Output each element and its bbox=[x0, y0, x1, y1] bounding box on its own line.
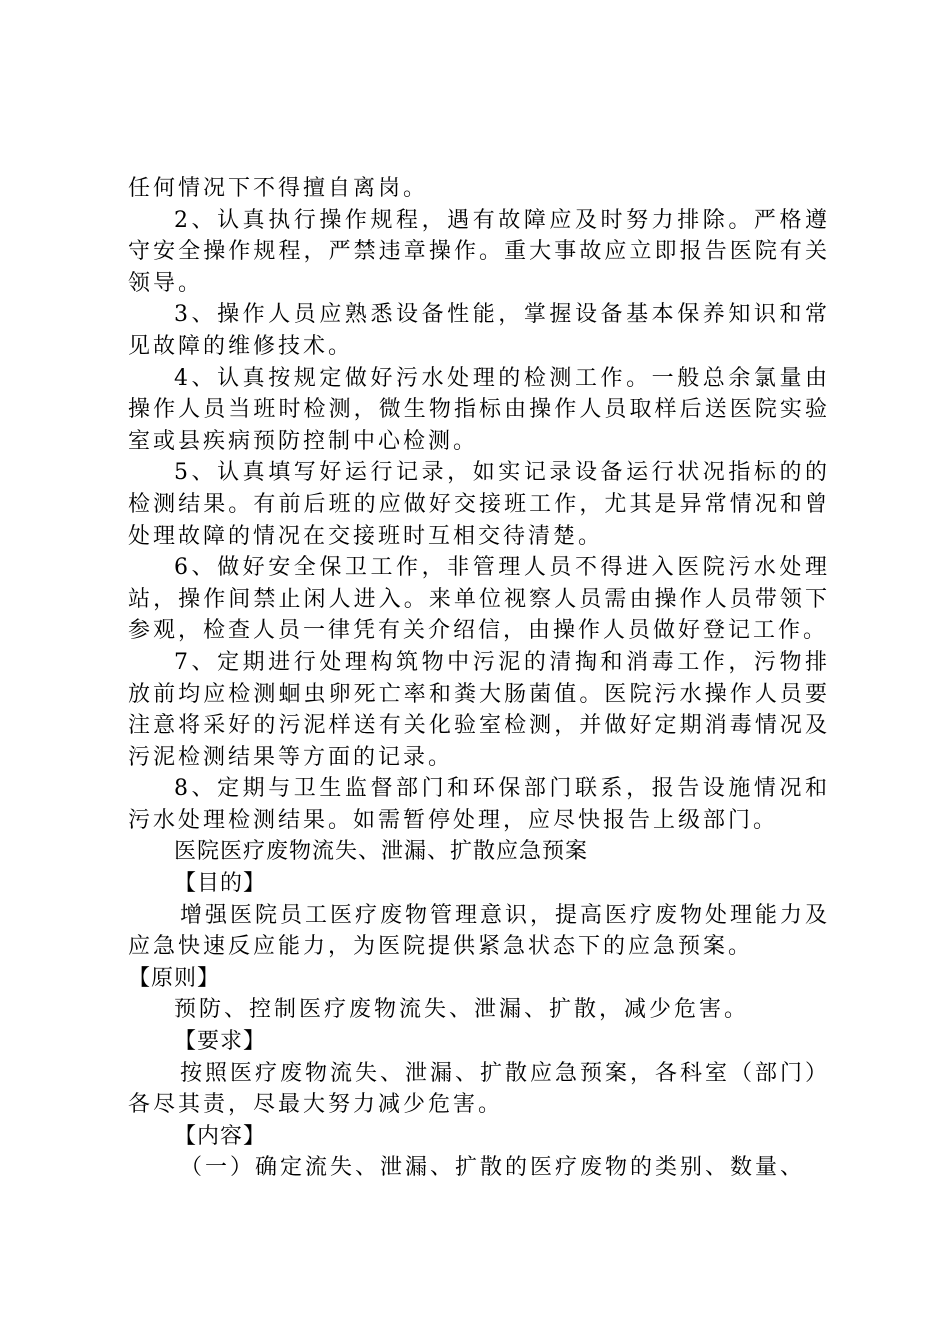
paragraph-requirement: 按照医疗废物流失、泄漏、扩散应急预案，各科室（部门）各尽其责，尽最大努力减少危害。 bbox=[128, 1060, 831, 1118]
heading-requirement: 【要求】 bbox=[174, 1029, 267, 1055]
paragraph-item-8: 8、定期与卫生监督部门和环保部门联系，报告设施情况和污水处理检测结果。如需暂停处理，应尽快报告上级部门。 bbox=[128, 776, 830, 833]
paragraph-principle: 预防、控制医疗废物流失、泄漏、扩散，减少危害。 bbox=[174, 997, 750, 1023]
paragraph-content-1: （一）确定流失、泄漏、扩散的医疗废物的类别、数量、 bbox=[180, 1155, 806, 1181]
heading-content: 【内容】 bbox=[174, 1123, 267, 1149]
paragraph-item-3: 3、操作人员应熟悉设备性能，掌握设备基本保养知识和常见故障的维修技术。 bbox=[128, 302, 830, 359]
paragraph-continuation: 任何情况下不得擅自离岗。 bbox=[128, 176, 429, 201]
document-body bbox=[128, 173, 830, 1184]
section-title: 医院医疗废物流失、泄漏、扩散应急预案 bbox=[174, 839, 589, 865]
paragraph-item-6: 6、做好安全保卫工作，非管理人员不得进入医院污水处理站，操作间禁止闲人进入。来单位视察人员需由操作人员带领下参观，检查人员一律凭有关介绍信，由操作人员做好登记工作。 bbox=[128, 555, 830, 644]
heading-principle: 【原则】 bbox=[128, 965, 221, 991]
paragraph-item-2: 2、认真执行操作规程，遇有故障应及时努力排除。严格遵守安全操作规程，严禁违章操作。重大事故应立即报告医院有关领导。 bbox=[128, 207, 830, 296]
heading-purpose: 【目的】 bbox=[174, 871, 267, 897]
paragraph-item-5: 5、认真填写好运行记录，如实记录设备运行状况指标的的检测结果。有前后班的应做好交接班工作，尤其是异常情况和曾处理故障的情况在交接班时互相交待清楚。 bbox=[128, 460, 830, 549]
paragraph-item-4: 4、认真按规定做好污水处理的检测工作。一般总余氯量由操作人员当班时检测，微生物指标由操作人员取样后送医院实验室或县疾病预防控制中心检测。 bbox=[128, 365, 830, 454]
paragraph-purpose: 增强医院员工医疗废物管理意识，提高医疗废物处理能力及应急快速反应能力，为医院提供紧急状态下的应急预案。 bbox=[128, 902, 831, 960]
paragraph-item-7: 7、定期进行处理构筑物中污泥的清掏和消毒工作，污物排放前均应检测蛔虫卵死亡率和粪大肠菌值。医院污水操作人员要注意将采好的污泥样送有关化验室检测，并做好定期消毒情况及污泥检测结果等方面的记录。 bbox=[128, 649, 830, 770]
